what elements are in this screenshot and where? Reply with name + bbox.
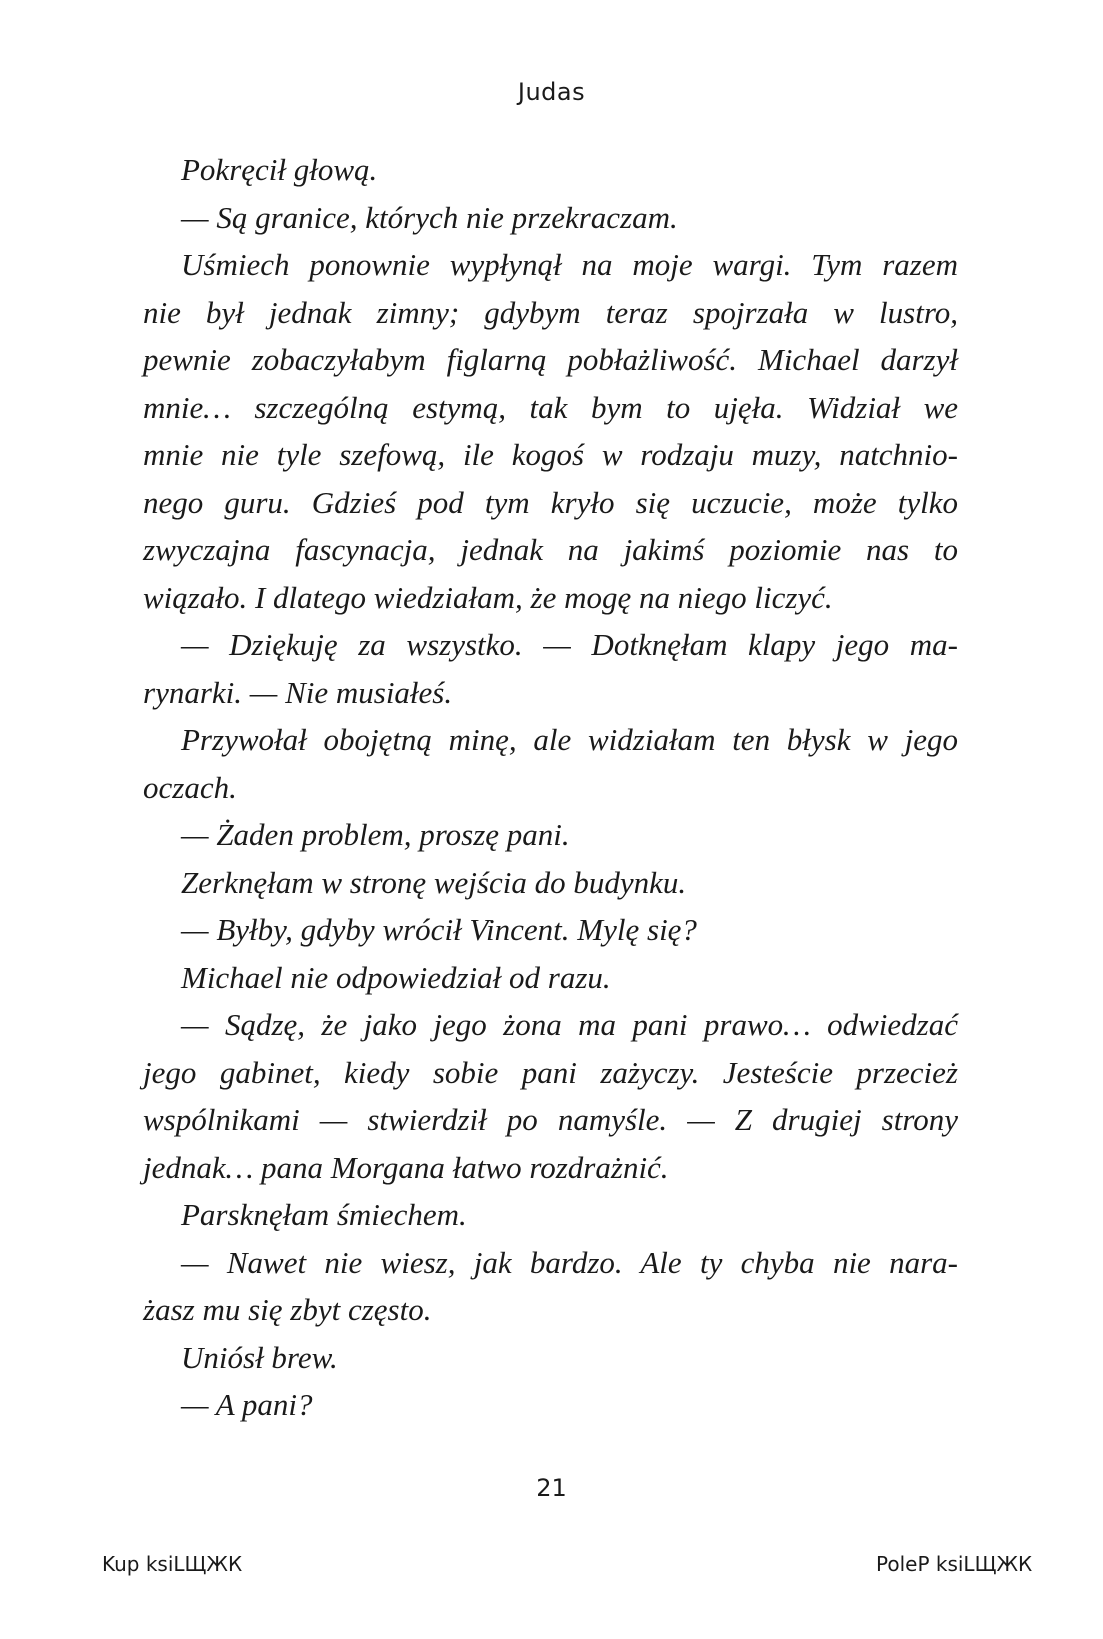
text-line: mnie… szczególną estymą, tak bym to ujęła. Widział we bbox=[143, 389, 958, 425]
text-line: jednak… pana Morgana łatwo rozdrażnić. bbox=[143, 1149, 669, 1185]
text-line: jego gabinet, kiedy sobie pani zażyczy. Jesteście przecież bbox=[143, 1054, 958, 1090]
text-line: nie był jednak zimny; gdybym teraz spojrzała w lustro, bbox=[143, 294, 958, 330]
text-line: — A pani? bbox=[181, 1387, 313, 1422]
text-line: wiązało. I dlatego wiedziałam, że mogę na niego liczyć. bbox=[143, 579, 833, 615]
text-line: żasz mu się zbyt często. bbox=[143, 1292, 432, 1327]
text-line: Uśmiech ponownie wypłynął na moje wargi. Tym razem bbox=[181, 247, 958, 282]
text-line: — Sądzę, że jako jego żona ma pani prawo… odwiedzać bbox=[181, 1007, 958, 1042]
page-number: 21 bbox=[536, 1474, 567, 1502]
text-line: Pokręcił głową. bbox=[181, 152, 378, 187]
text-line: nego guru. Gdzieś pod tym kryło się uczucie, może tylko bbox=[143, 484, 958, 520]
text-line: Zerknęłam w stronę wejścia do budynku. bbox=[181, 864, 687, 900]
text-line: — Nawet nie wiesz, jak bardzo. Ale ty chyba nie nara- bbox=[181, 1244, 958, 1280]
text-line: — Są granice, których nie przekraczam. bbox=[181, 199, 678, 235]
buy-book-link[interactable]: Kup ksiLЩЖК bbox=[102, 1552, 243, 1576]
text-line: Parsknęłam śmiechem. bbox=[181, 1197, 467, 1232]
text-line: Michael nie odpowiedział od razu. bbox=[181, 959, 611, 995]
text-line: Uniósł brew. bbox=[181, 1339, 338, 1375]
text-line: rynarki. — Nie musiałeś. bbox=[143, 674, 453, 710]
running-head-title: Judas bbox=[517, 78, 586, 106]
text-line: oczach. bbox=[143, 769, 237, 805]
text-line: zwyczajna fascynacja, jednak na jakimś poziomie nas to bbox=[143, 532, 958, 567]
recommend-book-link[interactable]: PoleP ksiLЩЖК bbox=[876, 1552, 1033, 1576]
text-line: mnie nie tyle szefową, ile kogoś w rodzaju muzy, natchnio- bbox=[143, 437, 958, 472]
text-line: Przywołał obojętną minę, ale widziałam ten błysk w jego bbox=[181, 722, 958, 757]
text-line: — Żaden problem, proszę pani. bbox=[181, 817, 570, 852]
text-line: — Dziękuję za wszystko. — Dotknęłam klapy jego ma- bbox=[181, 627, 958, 662]
text-line: — Byłby, gdyby wrócił Vincent. Mylę się? bbox=[181, 912, 697, 947]
text-line: pewnie zobaczyłabym figlarną pobłażliwość. Michael darzył bbox=[143, 342, 958, 377]
body-text bbox=[143, 146, 958, 1429]
text-line: wspólnikami — stwierdził po namyśle. — Z drugiej strony bbox=[143, 1102, 958, 1137]
